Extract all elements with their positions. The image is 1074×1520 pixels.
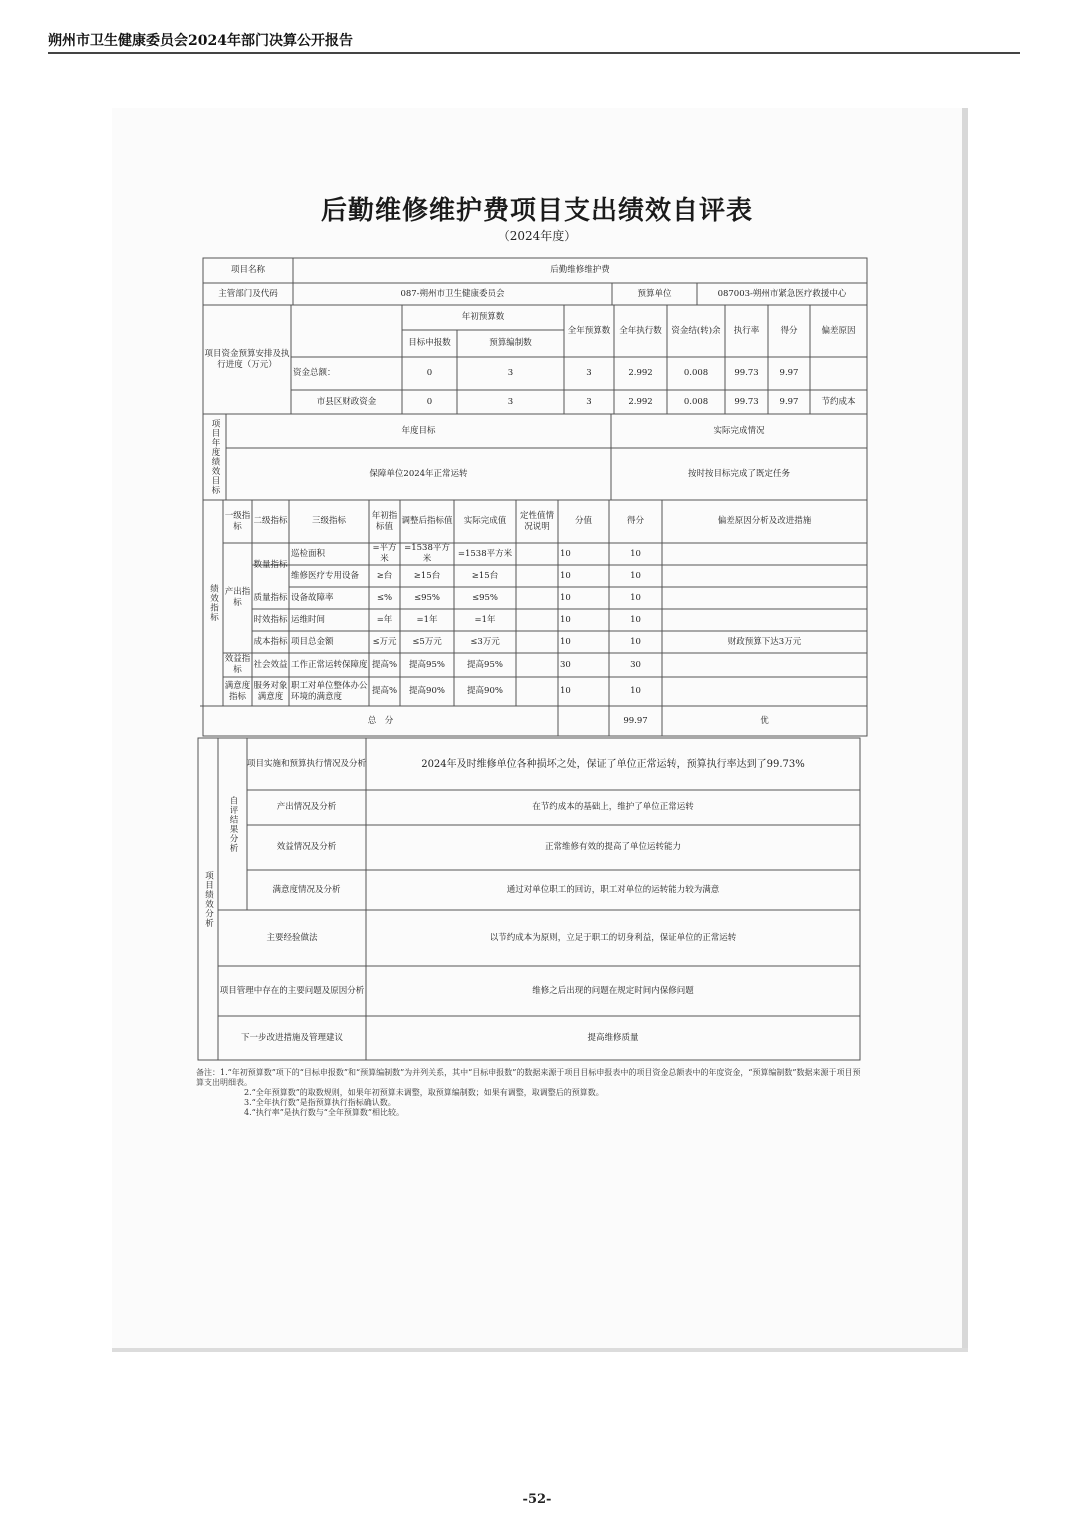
indicator-adjusted: ≤5万元 — [412, 636, 442, 647]
indicator-actual: =1年 — [474, 614, 496, 625]
self-evaluation-label: 自评结果分析 — [228, 795, 238, 853]
budget-row-target: 0 — [426, 396, 433, 407]
analysis-item-text: 在节约成本的基础上，维护了单位正常运转 — [532, 802, 694, 812]
budget-compiled-header: 预算编制数 — [489, 338, 532, 348]
form-title: 后勤维修维护费项目支出绩效自评表 — [320, 196, 753, 226]
indicator-deviation — [662, 565, 867, 587]
indicator-level2: 数量指标 — [253, 559, 288, 570]
fullyear-exec-header: 全年执行数 — [619, 325, 662, 336]
analysis-item-label: 产出情况及分析 — [276, 802, 337, 812]
indicator-qualitative — [516, 543, 558, 565]
indicator-adjusted: 提高90% — [409, 686, 445, 696]
goal-section-label: 项目年度绩效目标 — [210, 419, 220, 495]
indicator-adjusted: =1538平方米 — [404, 543, 450, 564]
fullyear-budget-header: 全年预算数 — [567, 325, 611, 336]
indicator-weight: 10 — [560, 570, 571, 581]
indicator-deviation: 财政预算下达3万元 — [727, 636, 802, 647]
analysis-item-text: 维修之后出现的问题在规定时间内保修问题 — [532, 985, 694, 996]
output-indicator-label: 产出指标 — [224, 587, 251, 608]
qualitative-header: 定性值情况说明 — [519, 510, 554, 532]
indicator-actual: ≤95% — [471, 592, 498, 603]
indicator-score: 10 — [630, 548, 641, 559]
budget-row-reason — [810, 357, 867, 390]
balance-header: 资金结(转)余 — [671, 325, 721, 336]
project-name-value: 后勤维修维护费 — [550, 265, 610, 275]
score-header: 得分 — [780, 325, 798, 336]
indicator-level3: 职工对单位整体办公环境的满意度 — [291, 680, 368, 702]
indicator-deviation — [662, 543, 867, 565]
indicator-qualitative — [516, 565, 558, 587]
indicator-level2: 质量指标 — [253, 592, 288, 603]
indicator-qualitative — [516, 677, 558, 706]
budget-row-score: 9.97 — [779, 396, 799, 407]
target-declared-header: 目标申报数 — [408, 338, 451, 348]
level2-header: 二级指标 — [253, 516, 288, 526]
level1-header: 一级指标 — [224, 510, 251, 532]
indicator-score: 30 — [630, 659, 641, 670]
adjusted-value-header: 调整后指标值 — [401, 516, 453, 526]
indicator-level3: 设备故障率 — [291, 592, 334, 603]
actual-value-header: 实际完成值 — [463, 516, 507, 526]
actual-completion-value: 按时按目标完成了既定任务 — [687, 468, 790, 479]
indicator-actual: =1538平方米 — [457, 548, 513, 559]
indicator-weight: 10 — [560, 686, 571, 696]
indicator-weight: 10 — [560, 614, 571, 625]
indicator-adjusted: 提高95% — [409, 659, 445, 670]
indicator-qualitative — [516, 653, 558, 677]
analysis-item-label: 主要经验做法 — [266, 932, 318, 943]
budget-row-exec: 2.992 — [628, 396, 653, 407]
analysis-item-label: 项目管理中存在的主要问题及原因分析 — [219, 985, 365, 996]
annual-target-header: 年度目标 — [401, 425, 436, 436]
note-line: 3.“全年执行数”是指预算执行指标确认数。 — [244, 1098, 396, 1107]
unit-value: 087003-朔州市紧急医疗救援中心 — [717, 288, 847, 299]
indicator-weight: 10 — [560, 636, 571, 647]
level3-header: 三级指标 — [311, 516, 346, 526]
budget-row-name: 资金总额： — [293, 368, 336, 378]
budget-row-target: 0 — [426, 368, 433, 378]
indicator-actual: 提高95% — [467, 659, 503, 670]
analysis-item-label: 项目实施和预算执行情况及分析 — [247, 758, 367, 769]
satisfaction-indicator-label: 满意度指标 — [224, 680, 251, 702]
analysis-section-label: 项目绩效分析 — [203, 870, 214, 928]
exec-rate-header: 执行率 — [733, 325, 760, 336]
indicator-weight: 30 — [560, 659, 571, 670]
indicator-deviation — [662, 609, 867, 631]
budget-row-fullyear: 3 — [586, 396, 592, 407]
deviation-analysis-header: 偏差原因分析及改进措施 — [717, 516, 812, 526]
indicator-level2: 服务对象满意度 — [253, 680, 288, 702]
indicator-score: 10 — [630, 570, 641, 581]
indicator-level3: 工作正常运转保障度 — [291, 659, 368, 670]
indicator-initial: =年 — [376, 614, 393, 625]
indicator-adjusted: ≥15台 — [413, 570, 441, 581]
note-line: 备注：1.“年初预算数”项下的“目标申报数”和“预算编制数”为并列关系，其中“目标申报数”的数据来源于项目目标申报表中的项目资金总额表中的年度资金，“预算编制数”数据来源于项目预算支出明细表。 — [196, 1068, 861, 1087]
indicator-weight: 10 — [560, 548, 571, 559]
page-number: -52- — [522, 1492, 552, 1507]
indicator-score: 10 — [630, 614, 641, 625]
indicator-adjusted: ≤95% — [413, 592, 440, 603]
indicator-actual: 提高90% — [467, 686, 503, 696]
budget-row-score: 9.97 — [779, 368, 799, 378]
budget-row-rate: 99.73 — [734, 368, 759, 378]
analysis-item-label: 下一步改进措施及管理建议 — [240, 1032, 343, 1043]
budget-row-name: 市县区财政资金 — [316, 396, 377, 407]
indicator-level3: 维修医疗专用设备 — [291, 570, 360, 581]
indicator-initial: =平方米 — [372, 543, 397, 564]
indicator-section-label: 绩效指标 — [208, 584, 219, 622]
indicator-level2: 时效指标 — [253, 614, 288, 625]
indicator-deviation — [662, 653, 867, 677]
budget-row-fullyear: 3 — [586, 368, 592, 378]
indicator-deviation — [662, 587, 867, 609]
analysis-item-label: 满意度情况及分析 — [272, 884, 341, 895]
note-line: 4.“执行率”是执行数与“全年预算数”相比较。 — [244, 1108, 404, 1117]
project-name-label: 项目名称 — [230, 265, 265, 275]
budget-row-balance: 0.008 — [683, 396, 709, 407]
budget-row-compile: 3 — [507, 368, 514, 378]
indicator-initial: ≤万元 — [372, 636, 397, 647]
indicator-score: 10 — [630, 686, 641, 696]
document-header: 朔州市卫生健康委员会2024年部门决算公开报告 — [48, 33, 353, 49]
indicator-initial: 提高% — [371, 686, 398, 696]
total-score-label: 总 分 — [367, 715, 394, 726]
indicator-qualitative — [516, 609, 558, 631]
actual-completion-header: 实际完成情况 — [713, 425, 765, 436]
form-notes — [196, 1068, 866, 1118]
analysis-item-label: 效益情况及分析 — [276, 842, 337, 852]
unit-label: 预算单位 — [637, 288, 672, 299]
total-score-value: 99.97 — [623, 715, 648, 726]
initial-budget-header: 年初预算数 — [461, 312, 505, 322]
form-year: （2024年度） — [497, 229, 577, 243]
analysis-item-text: 正常维修有效的提高了单位运转能力 — [544, 842, 681, 852]
indicator-actual: ≥15台 — [471, 570, 499, 581]
weight-header: 分值 — [574, 516, 592, 526]
budget-row-rate: 99.73 — [734, 396, 759, 407]
indicator-level2: 社会效益 — [253, 659, 288, 670]
score-header: 得分 — [626, 516, 644, 526]
indicator-level3: 巡检面积 — [291, 548, 326, 559]
indicator-initial: ≥台 — [376, 570, 393, 581]
indicator-qualitative — [516, 631, 558, 653]
indicator-level2: 成本指标 — [253, 636, 288, 647]
indicator-score: 10 — [630, 592, 641, 603]
initial-value-header: 年初指标值 — [371, 510, 398, 532]
analysis-item-text: 以节约成本为原则，立足于职工的切身利益，保证单位的正常运转 — [489, 932, 737, 943]
indicator-score: 10 — [630, 636, 641, 647]
analysis-item-text: 提高维修质量 — [587, 1032, 639, 1043]
indicator-adjusted: =1年 — [416, 614, 438, 625]
budget-row-reason: 节约成本 — [821, 396, 856, 407]
budget-section-label: 项目资金预算安排及执行进度（万元） — [204, 348, 290, 370]
benefit-indicator-label: 效益指标 — [224, 654, 251, 675]
analysis-item-text: 2024年及时维修单位各种损坏之处，保证了单位正常运转，预算执行率达到了99.73% — [421, 758, 805, 770]
indicator-deviation — [662, 677, 867, 706]
budget-row-balance: 0.008 — [683, 368, 709, 378]
indicator-level3: 运维时间 — [291, 614, 326, 625]
dept-value: 087-朔州市卫生健康委员会 — [400, 288, 505, 299]
indicator-actual: ≤3万元 — [470, 636, 500, 647]
note-line: 2.“全年预算数”的取数规则，如果年初预算未调整，取预算编制数；如果有调整，取调整后的预算数。 — [244, 1088, 604, 1097]
budget-row-exec: 2.992 — [628, 368, 653, 378]
analysis-item-text: 通过对单位职工的回访，职工对单位的运转能力较为满意 — [506, 884, 720, 895]
budget-row-compile: 3 — [507, 396, 514, 407]
indicator-weight: 10 — [560, 592, 571, 603]
dept-label: 主管部门及代码 — [218, 288, 278, 299]
annual-target-value: 保障单位2024年正常运转 — [369, 468, 468, 479]
indicator-qualitative — [516, 587, 558, 609]
indicator-initial: ≤% — [376, 592, 393, 603]
indicator-initial: 提高% — [371, 659, 398, 670]
indicator-level3: 项目总金额 — [291, 636, 334, 647]
deviation-reason-header: 偏差原因 — [821, 325, 856, 336]
overall-grade: 优 — [760, 715, 769, 726]
